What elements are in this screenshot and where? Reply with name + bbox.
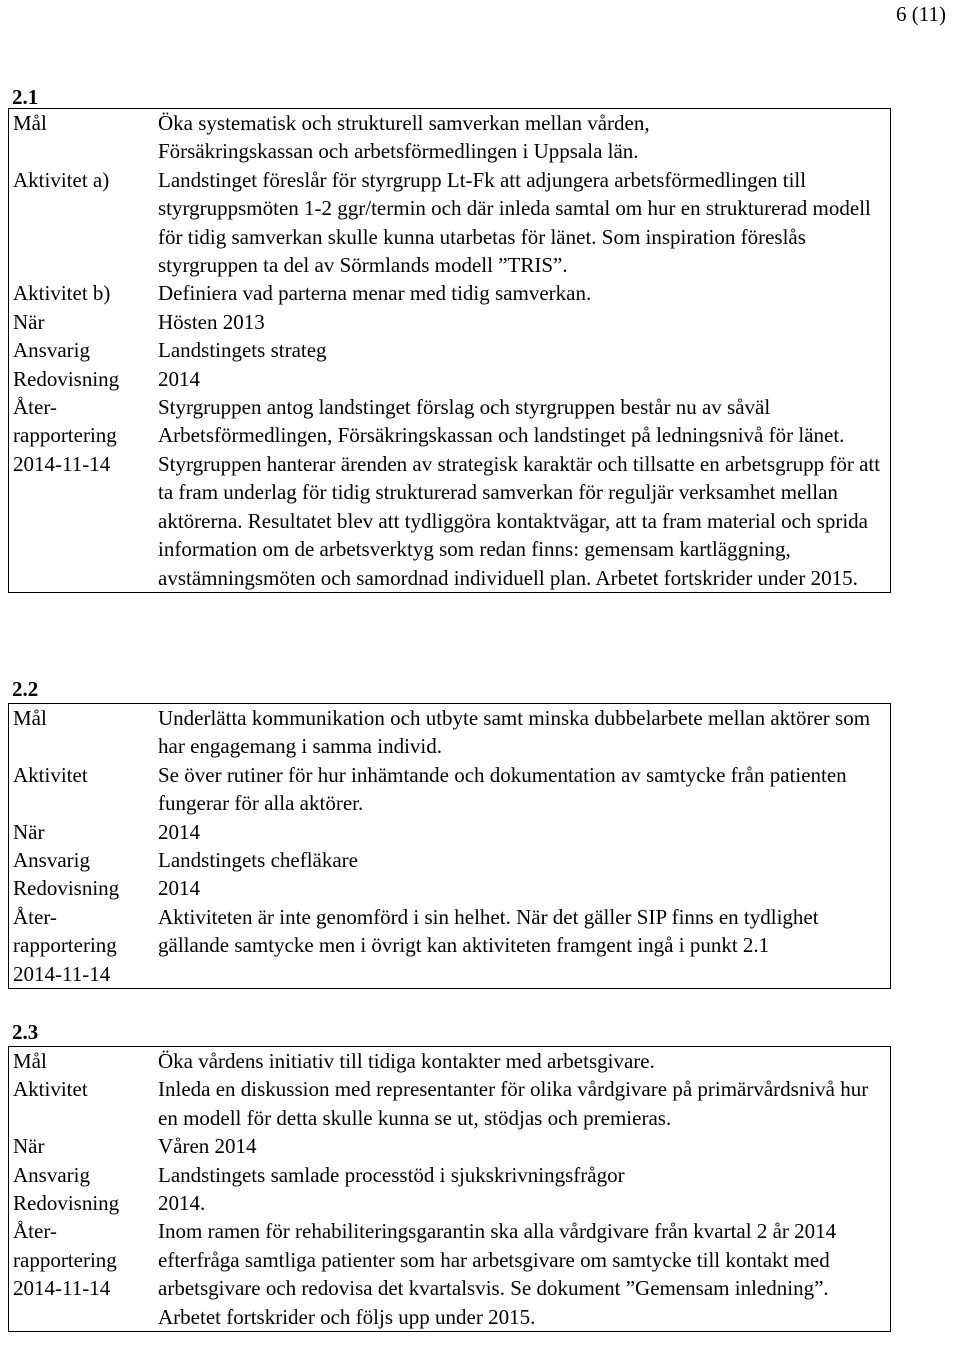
label-date: 2014-11-14	[13, 1276, 111, 1301]
row-aterrapportering	[9, 393, 890, 592]
value-ansvarig: Landstingets samlade processtöd i sjukskrivningsfrågor	[158, 1162, 625, 1187]
row-ansvarig	[9, 1161, 890, 1189]
page-number: 6 (11)	[896, 2, 946, 26]
label-aktivitet-b: Aktivitet b)	[13, 281, 111, 306]
row-nar	[9, 818, 890, 846]
row-mal	[9, 1047, 890, 1075]
section-number: 2.1	[12, 85, 39, 109]
value-redovisning: 2014	[158, 366, 200, 391]
section-number: 2.3	[12, 1020, 39, 1044]
label-rapportering: rapportering	[13, 1247, 117, 1272]
value-aktivitet: Se över rutiner för hur inhämtande och dokumentation av samtycke från patienten fungerar för alla aktörer.	[158, 762, 847, 816]
label-ater: Åter-	[13, 395, 57, 420]
value-nar: Hösten 2013	[158, 309, 265, 334]
section-table	[8, 1046, 891, 1332]
row-redovisning	[9, 874, 890, 902]
value-mal: Underlätta kommunikation och utbyte samt minska dubbelarbete mellan aktörer som har engagemang i samma individ.	[158, 706, 871, 759]
row-nar	[9, 308, 890, 336]
label-redovisning: Redovisning	[13, 876, 120, 901]
value-ansvarig: Landstingets strateg	[158, 338, 327, 363]
label-nar: När	[13, 309, 45, 334]
value-nar: Våren 2014	[158, 1134, 257, 1159]
row-nar	[9, 1132, 890, 1160]
label-date: 2014-11-14	[13, 451, 111, 476]
label-mal: Mål	[13, 1049, 47, 1073]
label-redovisning: Redovisning	[13, 1191, 120, 1216]
label-aterrapportering	[9, 1217, 158, 1331]
section-number: 2.2	[12, 677, 39, 701]
value-aktivitet-a: Landstinget föreslår för styrgrupp Lt-Fk att adjungera arbetsförmedlingen till styrgruppsmöten 1-2 ggr/termin och där inleda samtal om hur en strukturerad modell för tidig samverkan skulle kunna utarbetas för länet. Som inspiration föreslås styrgruppen ta del av Sörmlands modell ”TRIS”.	[158, 167, 871, 278]
row-ansvarig	[9, 846, 890, 874]
label-aktivitet: Aktivitet	[13, 762, 88, 787]
label-ater: Åter-	[13, 904, 57, 929]
row-redovisning	[9, 1189, 890, 1217]
row-aterrapportering	[9, 1217, 890, 1331]
label-aktivitet-a: Aktivitet a)	[13, 167, 110, 192]
label-ansvarig: Ansvarig	[13, 338, 90, 363]
label-date: 2014-11-14	[13, 961, 111, 986]
label-rapportering: rapportering	[13, 423, 117, 448]
row-aktivitet	[9, 1075, 890, 1132]
label-aterrapportering	[9, 903, 158, 988]
value-aterrapportering: Aktiviteten är inte genomförd i sin helhet. När det gäller SIP finns en tydlighet gällande samtycke men i övrigt kan aktiviteten framgent ingå i punkt 2.1	[158, 904, 819, 958]
value-aktivitet: Inleda en diskussion med representanter för olika vårdgivare på primärvårdsnivå hur en modell för detta skulle kunna se ut, stödjas och premieras.	[158, 1077, 869, 1130]
label-nar: När	[13, 1134, 45, 1159]
row-aterrapportering	[9, 903, 890, 988]
label-ansvarig: Ansvarig	[13, 848, 90, 873]
label-mal: Mål	[13, 706, 47, 730]
label-aterrapportering	[9, 393, 158, 592]
row-mal	[9, 109, 890, 166]
value-aterrapportering: Styrgruppen antog landstinget förslag och styrgruppen består nu av såväl Arbetsförmedlingen, Försäkringskassan och landstinget på ledningsnivå för länet. Styrgruppen hanterar ärenden av strategisk karaktär och tillsatte en arbetsgrupp för att ta fram underlag för tidig strukturerad samverkan för reguljär verksamhet mellan aktörerna. Resultatet blev att tydliggöra kontaktvägar, att ta fram material och sprida information om de arbetsverktyg som redan finns: gemensam kartläggning, avstämningsmöten och samordnad individuell plan. Arbetet fortskrider under 2015.	[158, 395, 881, 590]
row-aktivitet-b	[9, 279, 890, 307]
value-aterrapportering: Inom ramen för rehabiliteringsgarantin ska alla vårdgivare från kvartal 2 år 2014 efterfråga samtliga patienter som har arbetsgivare om samtycke till kontakt med arbetsgivare och redovisa det kvartalsvis. Se dokument ”Gemensam inledning”. Arbetet fortskrider och följs upp under 2015.	[158, 1219, 837, 1329]
label-ansvarig: Ansvarig	[13, 1162, 90, 1187]
section-table	[8, 703, 891, 989]
value-ansvarig: Landstingets chefläkare	[158, 848, 358, 873]
label-nar: När	[13, 819, 45, 844]
row-redovisning	[9, 365, 890, 393]
section-table	[8, 108, 891, 593]
label-ater: Åter-	[13, 1219, 57, 1244]
row-aktivitet-a	[9, 166, 890, 280]
value-redovisning: 2014.	[158, 1191, 206, 1216]
row-mal	[9, 704, 890, 761]
label-mal: Mål	[13, 111, 47, 135]
value-aktivitet-b: Definiera vad parterna menar med tidig samverkan.	[158, 281, 592, 306]
row-ansvarig	[9, 336, 890, 364]
label-redovisning: Redovisning	[13, 366, 120, 391]
row-aktivitet	[9, 761, 890, 818]
value-mal: Öka vårdens initiativ till tidiga kontakter med arbetsgivare.	[158, 1049, 655, 1073]
value-redovisning: 2014	[158, 876, 200, 901]
value-nar: 2014	[158, 819, 200, 844]
value-mal: Öka systematisk och strukturell samverkan mellan vården, Försäkringskassan och arbetsförmedlingen i Uppsala län.	[158, 111, 650, 164]
label-aktivitet: Aktivitet	[13, 1077, 88, 1102]
label-rapportering: rapportering	[13, 933, 117, 958]
